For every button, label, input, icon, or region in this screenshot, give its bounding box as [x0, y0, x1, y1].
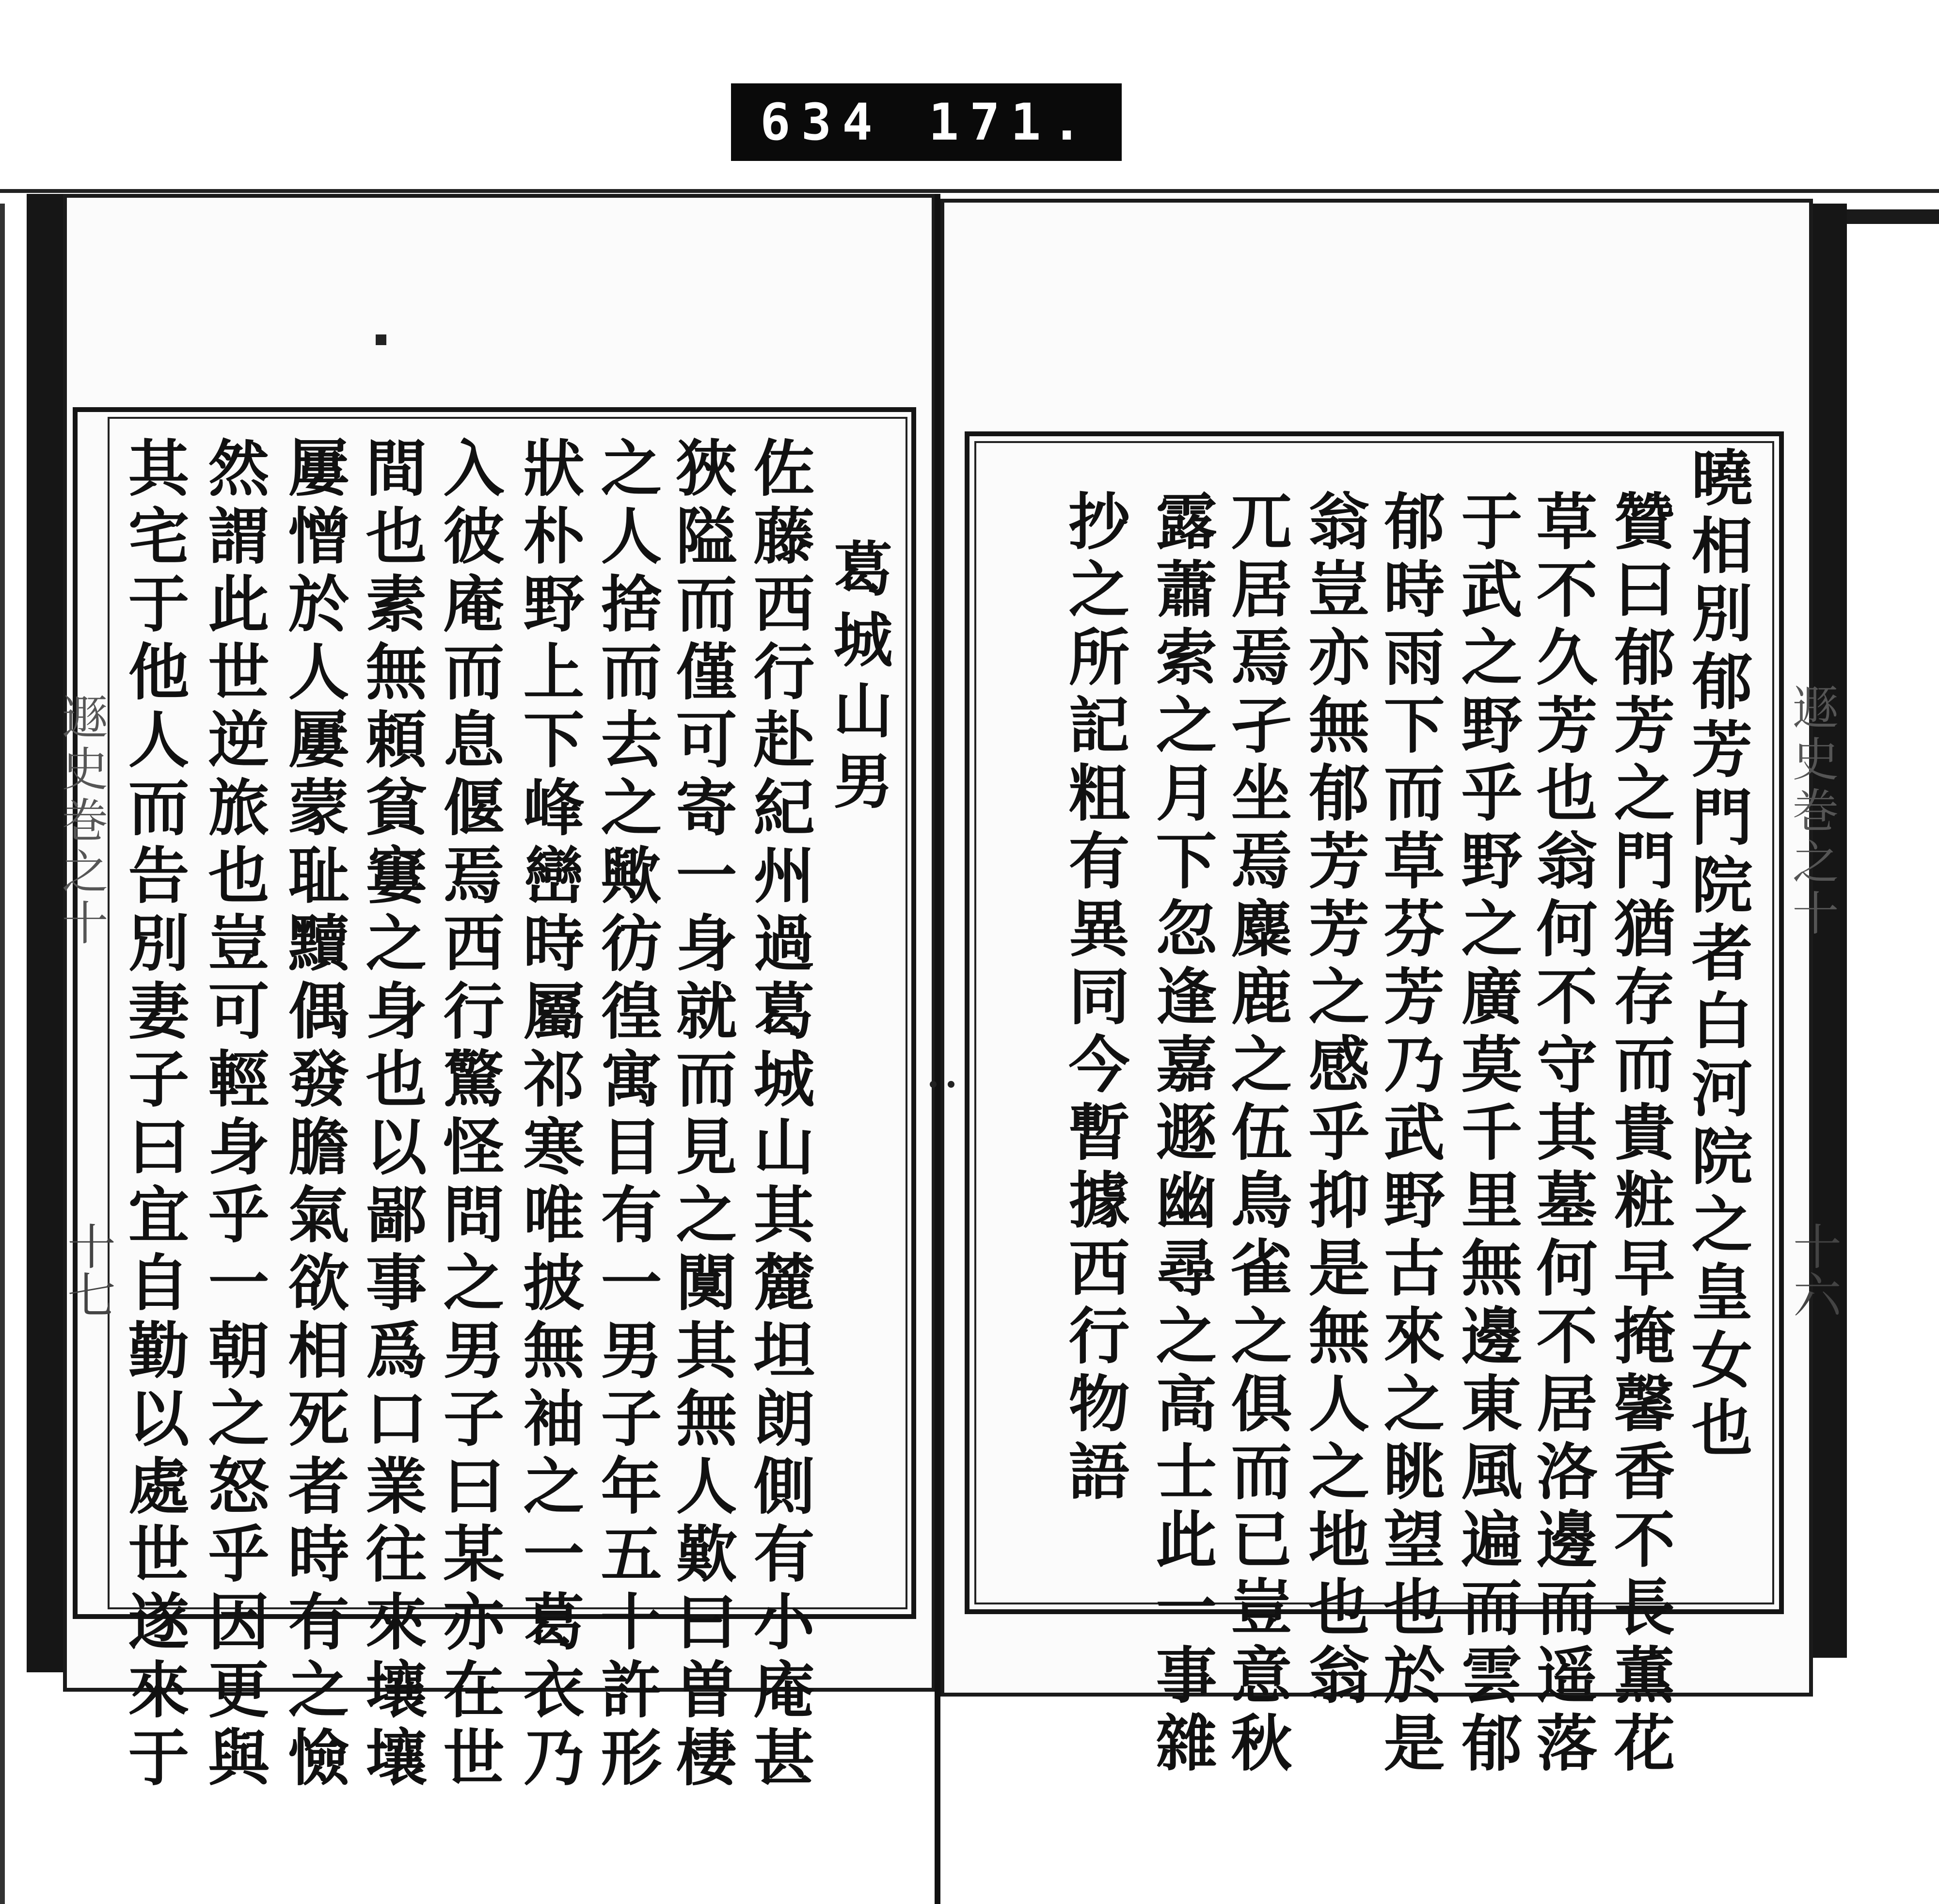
- ink-spot: [948, 1081, 954, 1088]
- left-folio: 十七: [59, 1222, 116, 1318]
- right-col-4: 于武之野乎野之廣莫千里無邊東風遍而雲郁: [1451, 490, 1523, 1779]
- left-running-head: 遯史巻之十: [54, 693, 109, 950]
- story-title: 葛城山男: [824, 538, 893, 821]
- book-side-rule-left: [0, 204, 5, 1904]
- left-col-6: 間也素無頼貧窶之身也以鄙事爲口業往來壤壤: [356, 436, 428, 1793]
- film-rule-top: [0, 189, 1939, 193]
- reel-number-right: 171.: [928, 93, 1093, 152]
- left-col-2: 狹隘而僅可寄一身就而見之闃其無人歎曰曽棲: [666, 436, 738, 1793]
- right-col-9: 抄之所記粗有異同今暫據西行物語: [1059, 490, 1130, 1507]
- left-col-9: 其宅于他人而告別妻子曰宜自勤以處世遂來于: [118, 436, 190, 1793]
- left-col-3: 之人捨而去之歟彷徨寓目有一男子年五十許形: [591, 436, 663, 1793]
- reel-number-left: 634: [760, 93, 883, 152]
- ink-spot: [376, 334, 386, 345]
- right-col-1: 曉相別郁芳門院者白河院之皇女也: [1682, 446, 1753, 1464]
- left-col-1: 佐藤西行赴紀州過葛城山其麓坦朗側有小庵甚: [744, 436, 815, 1793]
- right-col-7: 兀居焉孑坐焉麋鹿之伍鳥雀之俱而已豈意秋: [1221, 490, 1293, 1779]
- right-col-5: 郁時雨下而草芬芳乃武野古來之眺望也於是: [1374, 490, 1446, 1779]
- right-folio: 十六: [1785, 1222, 1842, 1318]
- right-col-6: 翁豈亦無郁芳芳之感乎抑是無人之地也翁: [1299, 490, 1370, 1711]
- reel-number-label: [731, 83, 1122, 161]
- left-col-4: 狀朴野上下峰巒時屬祁寒唯披無袖之一葛衣乃: [513, 436, 585, 1793]
- left-col-8: 然謂此世逆旅也豈可輕身乎一朝之怒乎因更與: [198, 436, 270, 1793]
- right-col-3: 草不久芳也翁何不守其墓何不居洛邊而遥落: [1526, 490, 1598, 1779]
- right-col-2: 贊曰郁芳之門猶存而貴粧早掩馨香不長薫花: [1604, 490, 1676, 1779]
- ink-spot: [930, 1081, 937, 1088]
- right-running-head: 遯史巻之十: [1785, 683, 1839, 940]
- left-col-5: 入彼庵而息偃焉西行驚怪問之男子曰某亦在世: [433, 436, 505, 1793]
- left-col-7: 屢憎於人屢蒙耻黷偶發膽氣欲相死者時有之憸: [278, 436, 350, 1793]
- right-col-8: 露蕭索之月下忽逢嘉遯幽尋之高士此一事雜: [1146, 490, 1218, 1779]
- gutter-line: [935, 194, 940, 1904]
